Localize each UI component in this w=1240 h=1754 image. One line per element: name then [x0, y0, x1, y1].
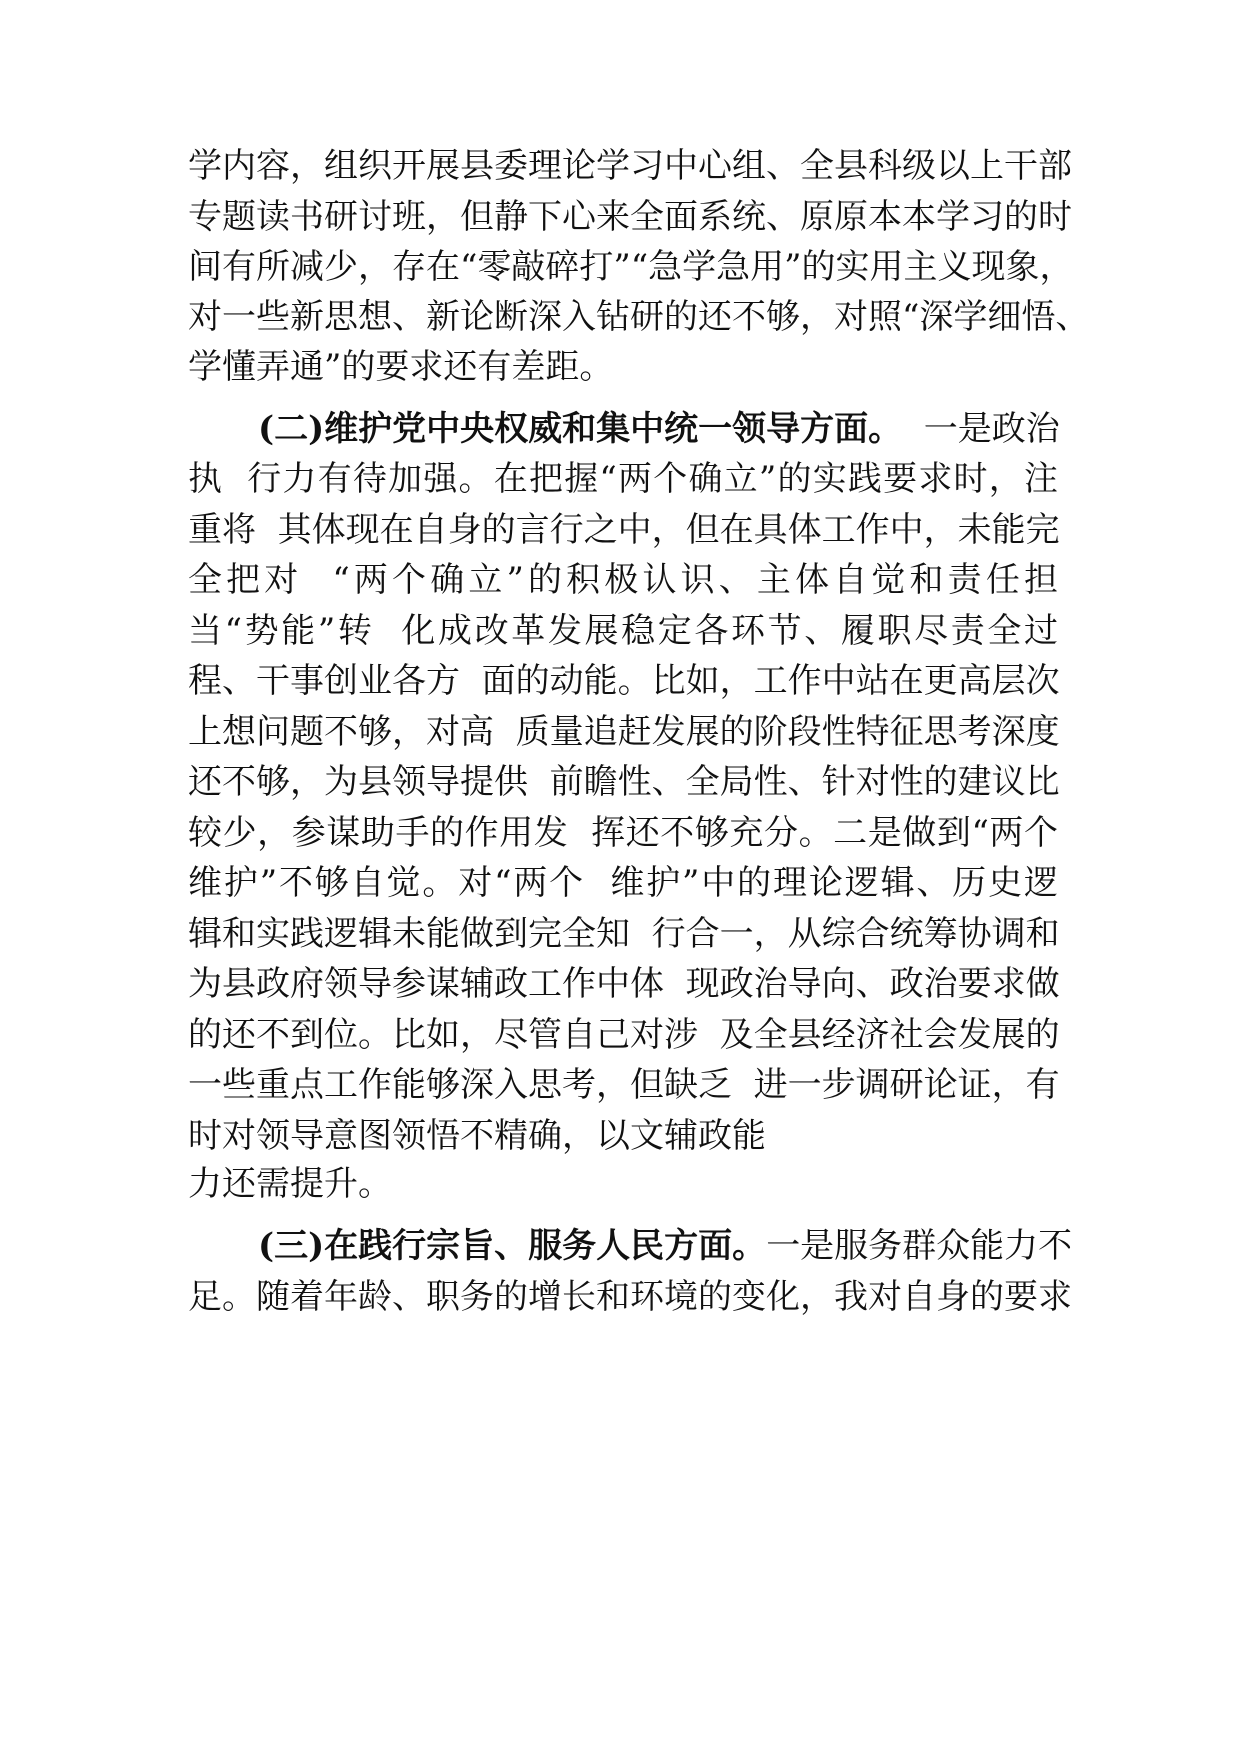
- section-heading: (二)维护党中央权威和集中统一领导方面。: [258, 409, 903, 449]
- paragraph-line: 间有所减少，存在“零敲碎打”“急学急用”的实用主义现象，: [188, 247, 1074, 287]
- paragraph-line: 还不够，为县领导提供 前瞻性、全局性、针对性的建议比: [188, 762, 1060, 802]
- paragraph-line: 执 行力有待加强。在把握“两个确立”的实践要求时，注: [188, 459, 1058, 499]
- paragraph-line: 维护”不够自觉。对“两个 维护”中的理论逻辑、历史逻: [188, 863, 1058, 903]
- paragraph-line: 的还不到位。比如，尽管自己对涉 及全县经济社会发展的: [188, 1015, 1060, 1055]
- paragraph-line: 一些重点工作能够深入思考，但缺乏 进一步调研论证，有: [188, 1065, 1060, 1105]
- section-heading-continuation: 一是服务群众能力不: [766, 1226, 1073, 1266]
- section-heading: (三)在践行宗旨、服务人民方面。: [258, 1226, 767, 1266]
- paragraph-line: 程、干事创业各方 面的动能。比如，工作中站在更高层次: [188, 661, 1060, 701]
- paragraph-line: 时对领导意图领悟不精确，以文辅政能: [188, 1116, 766, 1156]
- paragraph-line: 辑和实践逻辑未能做到完全知 行合一，从综合统筹协调和: [188, 914, 1060, 954]
- paragraph-line: 为县政府领导参谋辅政工作中体 现政治导向、政治要求做: [188, 964, 1060, 1004]
- section-heading-continuation: 一是政治: [902, 409, 1060, 449]
- paragraph-line: 专题读书研讨班，但静下心来全面系统、原原本本学习的时: [188, 197, 1072, 237]
- paragraph-line: 当“势能”转 化成改革发展稳定各环节、履职尽责全过: [188, 611, 1058, 651]
- section-heading-line: [258, 1226, 1073, 1266]
- paragraph-line: 较少，参谋助手的作用发 挥还不够充分。二是做到“两个: [188, 813, 1058, 853]
- paragraph-line: 上想问题不够，对高 质量追赶发展的阶段性特征思考深度: [188, 712, 1060, 752]
- paragraph-line: 重将 其体现在自身的言行之中，但在具体工作中，未能完: [188, 510, 1060, 550]
- paragraph-line: 学内容，组织开展县委理论学习中心组、全县科级以上干部: [188, 146, 1072, 186]
- paragraph-line: 足。随着年龄、职务的增长和环境的变化，我对自身的要求: [188, 1277, 1072, 1317]
- paragraph-line: 学懂弄通”的要求还有差距。: [188, 347, 614, 387]
- paragraph-line: 力还需提升。: [188, 1164, 392, 1204]
- section-heading-line: [258, 409, 1058, 449]
- paragraph-line: 对一些新思想、新论断深入钻研的还不够，对照“深学细悟、: [188, 297, 1090, 337]
- paragraph-line: 全把对 “两个确立”的积极认识、主体自觉和责任担: [188, 560, 1058, 600]
